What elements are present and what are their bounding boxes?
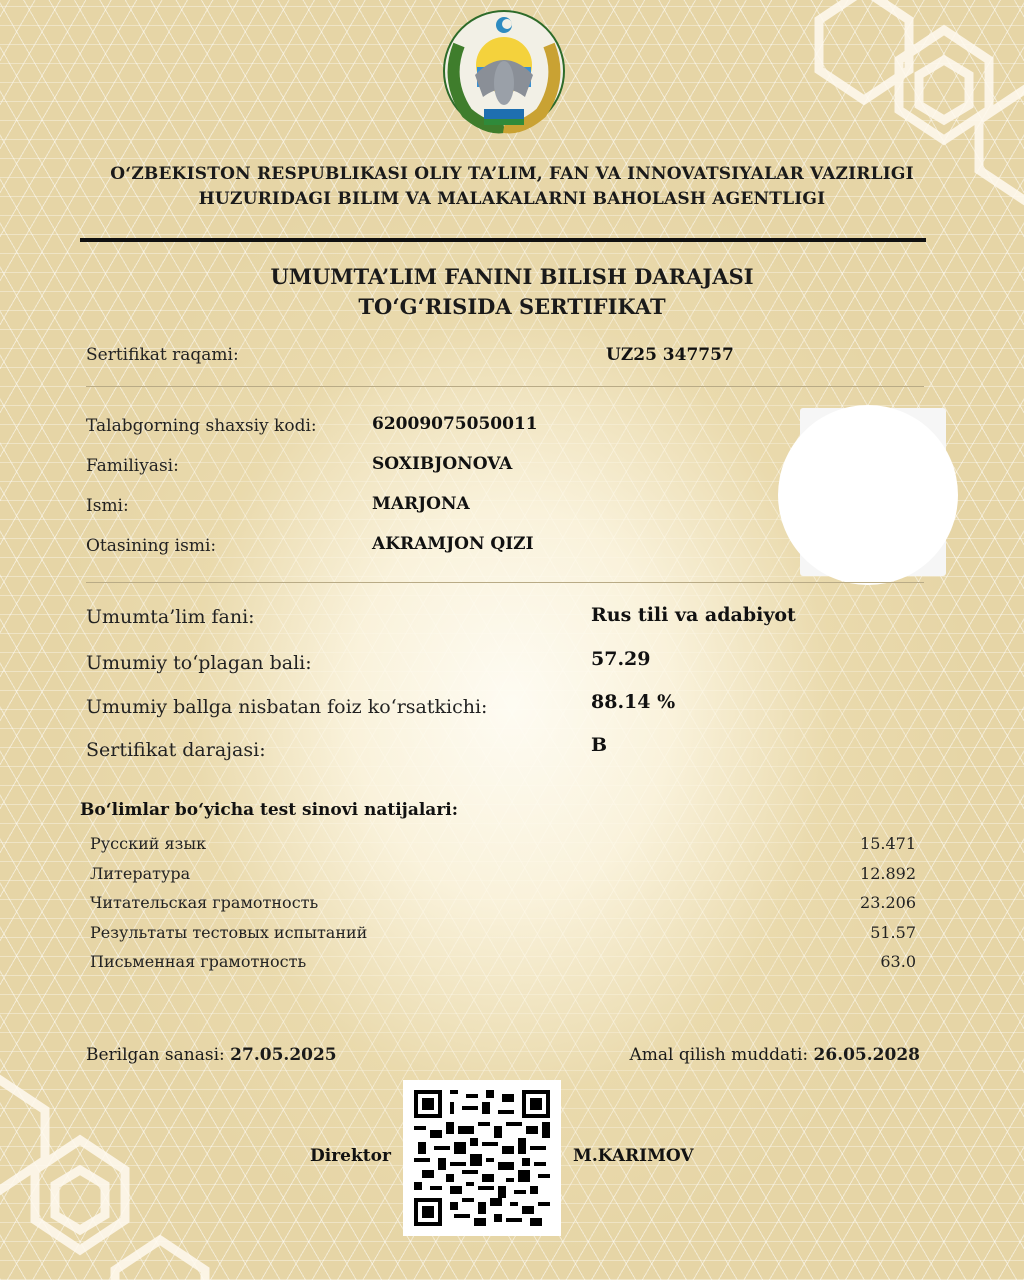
level-label: Sertifikat darajasi: [86, 739, 266, 761]
subject-label: Umumta’lim fani: [86, 606, 255, 628]
name-value: MARJONA [372, 494, 470, 514]
divider-1 [86, 386, 924, 387]
state-emblem-icon [437, 5, 571, 135]
issued-date [86, 1045, 337, 1065]
level-value: B [591, 734, 608, 756]
surname-label: Familiyasi: [86, 456, 179, 476]
ministry-line-2: HUZURIDAGI BILIM VA MALAKALARNI BAHOLASH AGENTLIGI [198, 189, 826, 209]
section-row-reading-literacy [90, 893, 916, 912]
section-score: 15.471 [860, 834, 916, 853]
percent-value: 88.14 % [591, 691, 676, 713]
patronymic-value: AKRAMJON QIZI [372, 534, 534, 554]
section-score: 51.57 [870, 923, 916, 942]
pin-label: Talabgorning shaxsiy kodi: [86, 416, 317, 436]
surname-value: SOXIBJONOVA [372, 454, 513, 474]
section-row-written-literacy [90, 952, 916, 971]
certificate-title-line-1: UMUMTA’LIM FANINI BILISH DARAJASI [270, 264, 754, 289]
ministry-line-1: O‘ZBEKISTON RESPUBLIKASI OLIY TA’LIM, FAN VA INNOVATSIYALAR VAZIRLIGI [110, 164, 914, 184]
section-name: Русский язык [90, 834, 207, 853]
name-label: Ismi: [86, 496, 129, 516]
certificate-number-label: Sertifikat raqami: [86, 345, 239, 365]
subject-value: Rus tili va adabiyot [591, 604, 796, 626]
certificate-number-value: UZ25 347757 [606, 345, 734, 365]
header-rule [80, 238, 926, 242]
certificate-title-line-2: TO‘G‘RISIDA SERTIFIKAT [358, 294, 666, 319]
director-name: M.KARIMOV [573, 1146, 694, 1166]
section-score: 12.892 [860, 864, 916, 883]
section-score: 63.0 [880, 952, 916, 971]
divider-2 [86, 582, 924, 583]
section-row-russian-language [90, 834, 916, 853]
valid-until-date [630, 1045, 920, 1065]
patronymic-label: Otasining ismi: [86, 536, 217, 556]
section-row-test-results [90, 923, 916, 942]
section-row-literature [90, 864, 916, 883]
section-score: 23.206 [860, 893, 916, 912]
pin-value: 62009075050011 [372, 414, 538, 434]
corner-ornament-top-right [794, 0, 1024, 220]
issued-label: Berilgan sanasi: [86, 1045, 225, 1065]
valid-label: Amal qilish muddati: [629, 1045, 809, 1065]
qr-code-icon[interactable] [414, 1090, 550, 1226]
director-label: Direktor [310, 1146, 391, 1166]
corner-ornament-bottom-left [0, 1040, 230, 1280]
section-name: Письменная грамотность [90, 952, 307, 971]
sections-heading: Bo‘limlar bo‘yicha test sinovi natijalari: [80, 800, 459, 820]
score-label: Umumiy to‘plagan bali: [86, 652, 312, 674]
photo-redaction-circle [778, 405, 958, 585]
section-name: Литература [90, 864, 191, 883]
valid-value: 26.05.2028 [813, 1045, 920, 1065]
score-value: 57.29 [591, 648, 651, 670]
issued-value: 27.05.2025 [230, 1045, 337, 1065]
section-name: Читательская грамотность [90, 893, 319, 912]
section-name: Результаты тестовых испытаний [90, 923, 368, 942]
percent-label: Umumiy ballga nisbatan foiz ko‘rsatkichi: [86, 696, 488, 718]
